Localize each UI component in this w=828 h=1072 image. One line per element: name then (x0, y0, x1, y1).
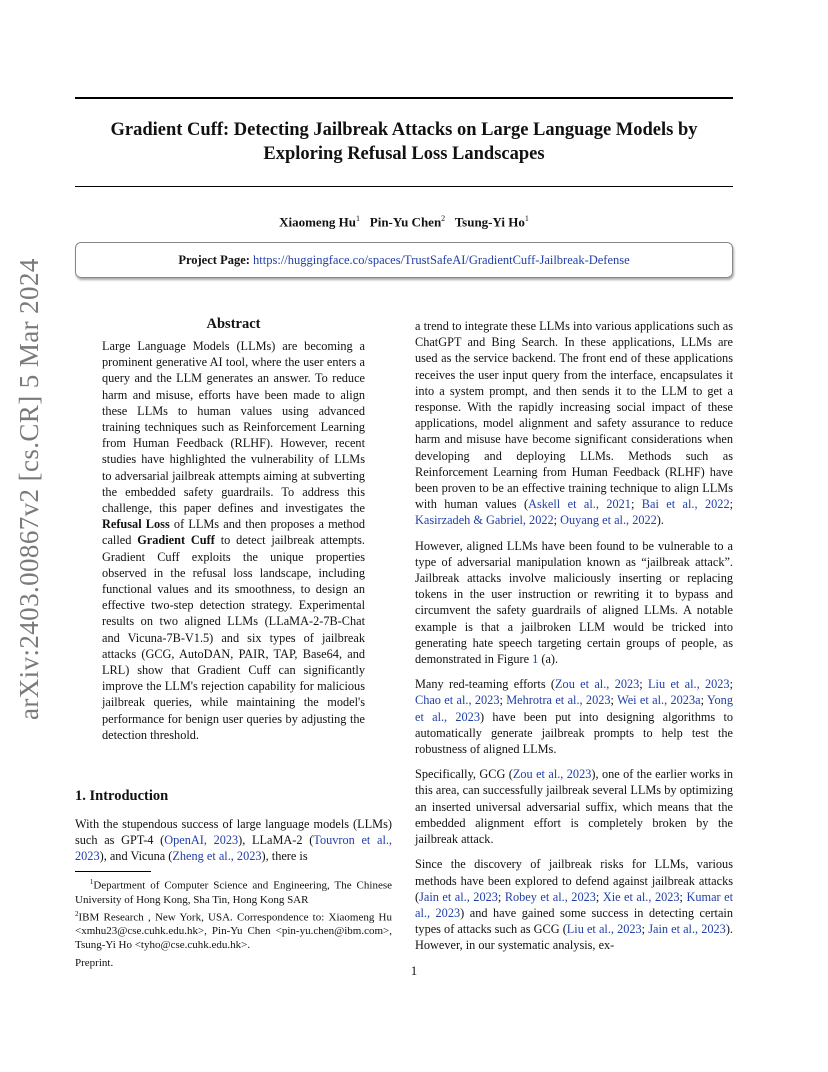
paragraph-text: a trend to integrate these LLMs into various applications such as ChatGPT and Bing Search. In these applications, LLMs are used as the service backend. The front end of these applications receives the user input query from the interface, encapsulates it into a system prompt, and then sends it to the LLM to get a response. With the rapidly increasing social impact of these applications, model alignment and safety assurance to reduce harm and misuse have become significant considerations when developing and deploying LLMs. Methods such as Reinforcement Learning from Human Feedback (RLHF) have been proven to be an effective training technique to align LLMs with human values ( (415, 319, 733, 512)
intro-text: With the stupendous success of large language models (LLMs) such as GPT-4 ( (75, 817, 392, 848)
footnote-affiliation-1: Department of Computer Science and Engineering, The Chinese University of Hong Kong, Sha Tin, Hong Kong SAR (75, 879, 392, 906)
citation-link[interactable]: Jain et al., 2023 (648, 922, 726, 937)
citation-link[interactable]: Ouyang et al., 2022 (560, 513, 657, 528)
paper-title (75, 118, 733, 166)
author-affiliation: 2 (441, 214, 446, 223)
project-page-label: Project Page: (178, 253, 250, 267)
citation-link[interactable]: Yong et al., 2023 (415, 693, 733, 724)
author-affiliation: 1 (356, 214, 361, 223)
intro-text: ), and Vicuna ( (99, 849, 173, 864)
citation-link[interactable]: Liu et al., 2023 (648, 677, 730, 692)
footnote-marker: 1 (89, 878, 94, 886)
citation-link[interactable]: Zou et al., 2023 (555, 677, 640, 692)
footnote-affiliation-2: IBM Research , New York, USA. Correspondence to: Xiaomeng Hu <xmhu23@cse.cuhk.edu.hk>, Pin-Yu Chen <pin-yu.chen@ibm.com>, Tsung-Yi Ho <tyho@cse.cuhk.edu.hk>. (75, 911, 392, 952)
author-name: Tsung-Yi Ho (454, 214, 525, 230)
paragraph-text: ), one of the earlier works in this area, can successfully jailbreak several LLMs by optimizing an inserted universal adversarial suffix, which means that the embedded alignment effort is completely broken by the jailbreak attack. (415, 767, 734, 847)
citation-link[interactable]: Touvron et al., 2023 (75, 833, 393, 864)
footnote-marker: 2 (75, 909, 79, 918)
citation-link[interactable]: Jain et al., 2023 (419, 889, 498, 904)
paragraph-text: ). (656, 513, 664, 528)
arxiv-identifier: arXiv:2403.00867v2 [cs.CR] 5 Mar 2024 (14, 258, 44, 720)
abstract-bold-term: Gradient Cuff (137, 533, 215, 548)
citation-link[interactable]: OpenAI, 2023 (164, 833, 239, 848)
top-rule (75, 97, 733, 99)
paragraph-text: However, aligned LLMs have been found to be vulnerable to a type of adversarial manipulation known as “jailbreak attack”. Jailbreak attacks involve maliciously inserting or replacing tokens in the user instruction or rewriting it to bypass and circumvent the safety guardrails of aligned LLMs. A notable example is that a jailbroken LLM would be tricked into generating hate speech targeting certain groups of people, as demonstrated in Figure (415, 538, 733, 667)
citation-link[interactable]: Kumar et al., 2023 (415, 889, 733, 920)
paragraph-text: Specifically, GCG ( (415, 767, 513, 782)
figure-reference-link[interactable]: 1 (532, 652, 539, 667)
paragraph: Since the discovery of jailbreak risks for LLMs, various methods have been explored to defend against jailbreak attacks (Jain et al., 2023; Robey et al., 2023; Xie et al., 2023; Kumar et al., 2023) and have gained some success in detecting certain types of attacks such as GCG (Liu et al., 2023; Jain et al., 2023). However, in our systematic analysis, ex- (415, 857, 733, 953)
section-heading-introduction: 1. Introduction (75, 788, 169, 804)
paragraph-text: ) have been put into designing algorithms to automatically generate jailbreak prompts to help test the robustness of aligned LLMs. (415, 709, 734, 757)
paragraph-text: Since the discovery of jailbreak risks for LLMs, various methods have been explored to defend against jailbreak attacks ( (415, 857, 733, 904)
paragraph: a trend to integrate these LLMs into various applications such as ChatGPT and Bing Search. In these applications, LLMs are used as the service backend. The front end of these applications receives the user input query from the interface, encapsulates it into a system prompt, and then sends it to the LLM to get a response. With the rapidly increasing social impact of these applications, model alignment and safety assurance to reduce harm and misuse have become significant considerations when developing and deploying LLMs. Methods such as Reinforcement Learning from Human Feedback (RLHF) have been proven to be an effective training technique to align LLMs with human values (Askell et al., 2021; Bai et al., 2022; Kasirzadeh & Gabriel, 2022; Ouyang et al., 2022). (415, 319, 734, 528)
abstract-text: of LLMs and then proposes a method called (102, 517, 365, 548)
citation-link[interactable]: Xie et al., 2023 (602, 889, 680, 904)
author-name: Xiaomeng Hu (279, 214, 357, 230)
page-number: 1 (410, 963, 418, 978)
paragraph-text: (a). (538, 652, 559, 667)
project-page-link[interactable]: https://huggingface.co/spaces/TrustSafeAI/GradientCuff-Jailbreak-Defense (253, 253, 630, 267)
citation-link[interactable]: Liu et al., 2023 (566, 922, 642, 937)
citation-link[interactable]: Wei et al., 2023a (617, 693, 701, 708)
author-affiliation: 1 (524, 214, 529, 223)
author-name: Pin-Yu Chen (369, 214, 442, 230)
project-page-box (75, 242, 733, 278)
author-list (75, 214, 733, 230)
paragraph (415, 538, 733, 668)
abstract-heading: Abstract (206, 316, 261, 332)
citation-link[interactable]: Bai et al., 2022 (641, 497, 730, 512)
title-line-1: Gradient Cuff: Detecting Jailbreak Attacks on Large Language Models by (110, 120, 698, 140)
paragraph: Many red-teaming efforts (Zou et al., 2023; Liu et al., 2023; Chao et al., 2023; Mehrotra et al., 2023; Wei et al., 2023a; Yong et al., 2023) have been put into designing algorithms to automatically generate jailbreak prompts to help test the robustness of aligned LLMs. (415, 677, 734, 757)
intro-text: ), there is (261, 849, 308, 864)
preprint-note: Preprint. (75, 957, 114, 969)
footnote-rule (75, 871, 151, 872)
citation-link[interactable]: Chao et al., 2023 (415, 693, 500, 708)
citation-link[interactable]: Zou et al., 2023 (512, 767, 592, 782)
abstract-text: Large Language Models (LLMs) are becoming a prominent generative AI tool, where the user enters a query and the LLM generates an answer. To reduce harm and misuse, efforts have been made to align these LLMs to human values using advanced training techniques such as Reinforcement Learning from Human Feedback (RLHF). However, recent studies have highlighted the vulnerability of LLMs to adversarial jailbreak attempts aiming at subverting the embedded safety guardrails. To address this challenge, this paper defines and investigates the (102, 339, 365, 516)
introduction-paragraph (75, 816, 392, 865)
title-bottom-rule (75, 186, 733, 187)
title-line-2: Exploring Refusal Loss Landscapes (263, 144, 545, 164)
right-column (415, 318, 733, 963)
paragraph-text: ). However, in our systematic analysis, ex- (415, 922, 733, 953)
footnote (75, 875, 392, 952)
abstract-text: to detect jailbreak attempts. Gradient Cuff exploits the unique properties observed in the refusal loss landscape, including functional values and its smoothness, to design an effective two-step detection strategy. Experimental results on two aligned LLMs (LLaMA-2-7B-Chat and Vicuna-7B-V1.5) and six types of jailbreak attacks (GCG, AutoDAN, PAIR, TAP, Base64, and LRL) show that Gradient Cuff can significantly improve the LLM's rejection capability for malicious jailbreak queries, while maintaining the model's performance for benign user queries by adjusting the detection threshold. (102, 533, 365, 742)
paragraph-text: Many red-teaming efforts ( (415, 677, 556, 692)
citation-link[interactable]: Robey et al., 2023 (504, 889, 596, 904)
citation-link[interactable]: Mehrotra et al., 2023 (506, 693, 611, 708)
intro-text: ), LLaMA-2 ( (238, 833, 314, 848)
citation-link[interactable]: Kasirzadeh & Gabriel, 2022 (415, 513, 554, 528)
abstract-bold-term: Refusal Loss (102, 517, 170, 532)
citation-link[interactable]: Askell et al., 2021 (528, 497, 631, 512)
abstract-body (102, 338, 365, 743)
paragraph (415, 766, 733, 847)
paragraph-text: ) and have gained some success in detecting certain types of attacks such as GCG ( (415, 905, 733, 937)
citation-link[interactable]: Zheng et al., 2023 (172, 849, 262, 864)
